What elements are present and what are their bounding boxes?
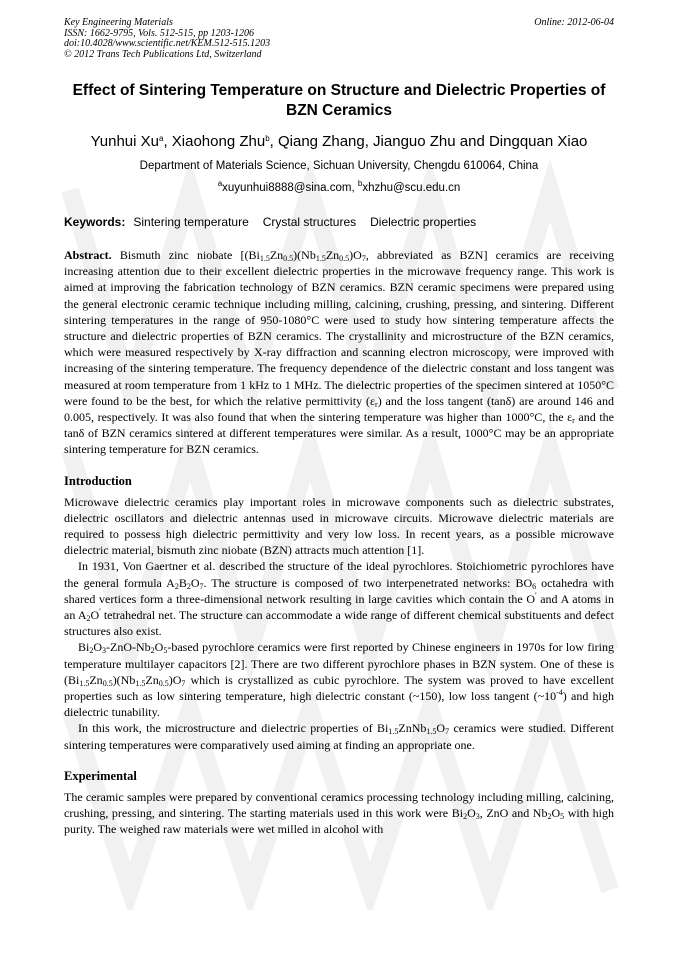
other-authors: , Qiang Zhang, Jianguo Zhu and Dingquan Xiao (269, 133, 588, 150)
issn-line: ISSN: 1662-9795, Vols. 512-515, pp 1203-1206 (64, 27, 254, 39)
email-b[interactable]: xhzhu@scu.edu.cn (362, 182, 461, 194)
author-list (64, 132, 614, 152)
author-emails (64, 181, 614, 196)
paragraph-text: The ceramic samples were prepared by conventional ceramics processing technology including milling, calcining, crushing, pressing, and sintering. The starting materials used in this work were Bi (64, 789, 614, 821)
paragraph-text: and A atoms in an A (64, 591, 614, 623)
subscript: 7 (181, 678, 186, 688)
paragraph-text: ) and high dielectric tunability. (64, 689, 615, 720)
subscript: 2 (150, 646, 155, 656)
subscript: r (572, 416, 575, 426)
paragraph-text: O (190, 575, 200, 590)
keyword-item: Sintering temperature (133, 215, 249, 229)
abstract-text: , abbreviated as BZN] ceramics are receiving increasing attention due to their excellent dielectric properties in the microwave frequency range. This work is aimed at improving the fabrication technology of BZN ceramics. BZN ceramic specimens were prepared using the general electronic ceramic technique including milling, calcining, crushing, pressing, and sintering. Different sintering temperatures in the range of 950-1080°C were used to study how sintering temperature affects the structure and dielectric properties of BZN ceramics. The crystallinity and microstructure of the BZN ceramics, which were measured respectively by X-ray diffraction and scanning electron microscopy, were improved with increasing of the sintering temperature. The frequency dependence of the dielectric constant and loss tangent was measured at room temperature from 1 kHz to 1 MHz. The dielectric properties of the specimen sintered at 1050°C were found to be the best, for which the relative permittivity (ε (64, 248, 614, 408)
subscript: 1.5 (426, 727, 437, 737)
superscript: ' (535, 590, 537, 600)
author-2: , Xiaohong Zhu (163, 133, 266, 150)
paragraph-text: O (551, 806, 561, 821)
subscript: r (375, 399, 378, 409)
paragraph-text: Zn (145, 672, 159, 687)
paper-title: Effect of Sintering Temperature on Structure and Dielectric Properties of BZN Ceramics (72, 82, 606, 119)
paragraph-text: In 1931, Von Gaertner et al. described the structure of the ideal pyrochlores. Stoichiometric pyrochlores have the general formula A (64, 559, 614, 590)
paragraph-text: -based pyrochlore ceramics were first reported by Chinese engineers in 1970s for low firing temperature multilayer capacitors [2]. There are two different pyrochlore phases in BZN system. One of these is (Bi (64, 640, 614, 687)
intro-paragraph-2 (64, 558, 614, 639)
doi-line[interactable]: doi:10.4028/www.scientific.net/KEM.512-515.1203 (64, 38, 271, 49)
abstract-text: Zn (325, 248, 340, 262)
abstract-text: )(Nb (293, 248, 316, 262)
superscript: -4 (556, 688, 563, 698)
subscript: 5 (560, 812, 565, 822)
abstract-text: Bismuth zinc niobate [(Bi (111, 248, 260, 262)
subscript: 7 (445, 727, 450, 737)
experimental-heading: Experimental (64, 768, 137, 783)
subscript: 2 (186, 581, 191, 591)
journal-name: Key Engineering Materials (64, 17, 173, 28)
abstract-paragraph (64, 247, 614, 458)
paragraph-text: ZnNb (398, 721, 427, 736)
paragraph-text: O (93, 640, 103, 655)
subscript: 0.5 (339, 254, 350, 263)
online-date: Online: 2012-06-04 (534, 17, 614, 28)
paragraph-text: with high purity. The weighed raw materials were wet milled in alcohol with (64, 806, 614, 837)
journal-header (64, 18, 614, 60)
author-2-mark: b (265, 134, 270, 143)
subscript: 7 (361, 254, 366, 263)
subscript: 2 (89, 646, 94, 656)
subscript: 1.5 (79, 678, 90, 688)
subscript: 2 (463, 812, 468, 822)
paragraph-text: which is crystallized as cubic pyrochlore. The system was proved to have excellent properties such as low sintering temperature, high dielectric constant (~150), low loss tangent (~10 (64, 672, 614, 704)
keyword-item: Dielectric properties (370, 215, 477, 229)
subscript: 3 (475, 812, 480, 822)
abstract-text: Zn (269, 248, 284, 262)
email-a-mark: a (217, 179, 223, 188)
paragraph-text: B (178, 575, 187, 590)
paragraph-text: ceramics were studied. Different sintering temperatures were comparatively used aiming at finding an appropriate one. (64, 721, 615, 752)
paragraph-text: O (436, 721, 446, 736)
paragraph-text: O (154, 640, 164, 655)
email-b-mark: b (357, 179, 363, 188)
abstract-label: Abstract. (64, 248, 112, 262)
paragraph-text: -ZnO-Nb (106, 640, 151, 655)
author-1: Yunhui Xu (90, 133, 159, 150)
subscript: 1.5 (135, 678, 146, 688)
abstract-text: ) and the loss tangent (tanδ) are around 146 and 0.005, respectively. It was also found that when the sintering temperature was higher than 1000°C, the ε (64, 393, 614, 425)
introduction-heading: Introduction (64, 473, 132, 488)
abstract-text: and the tanδ of BZN ceramics sintered at different temperatures were similar. As a result, 1000°C may be an appropriate sintering temperature for BZN ceramics. (64, 410, 614, 457)
subscript: 1.5 (259, 254, 270, 263)
subscript: 2 (174, 581, 179, 591)
paragraph-text: Zn (89, 672, 103, 687)
paragraph-text: tetrahedral net. The structure can accommodate a wide range of different chemical substituents and defect structures also exist. (64, 608, 614, 639)
keyword-item: Crystal structures (262, 215, 357, 229)
paper-page (64, 18, 614, 838)
subscript: 2 (547, 812, 552, 822)
email-a[interactable]: xuyunhui8888@sina.com, (222, 182, 358, 194)
paragraph-text: Bi (78, 640, 90, 655)
subscript: 6 (532, 581, 537, 591)
keywords-label: Keywords: (64, 215, 126, 229)
subscript: 1.5 (388, 727, 399, 737)
subscript: 3 (102, 646, 107, 656)
keywords-line (64, 214, 614, 230)
paragraph-text: octahedra with shared vertices form a three-dimensional network resulting in large cavities which contain the O (64, 575, 614, 606)
paragraph-text: O (467, 806, 476, 821)
abstract-text: )O (349, 248, 362, 262)
subscript: 2 (86, 614, 91, 624)
subscript: 1.5 (315, 254, 326, 263)
copyright-line: © 2012 Trans Tech Publications Ltd, Switzerland (64, 48, 262, 60)
affiliation: Department of Materials Science, Sichuan University, Chengdu 610064, China (139, 160, 539, 172)
paragraph-text: , ZnO and Nb (479, 806, 548, 821)
superscript: ' (99, 607, 101, 617)
paragraph-text: )O (168, 672, 182, 687)
paragraph-text: . The structure is composed of two interpenetrated networks: BO (203, 575, 533, 590)
subscript: 7 (199, 581, 204, 591)
subscript: 5 (163, 646, 168, 656)
author-1-mark: a (159, 134, 164, 143)
paragraph-text: )(Nb (112, 672, 136, 687)
subscript: 0.5 (102, 678, 113, 688)
experimental-paragraph-1 (64, 789, 614, 838)
subscript: 0.5 (158, 678, 169, 688)
subscript: 0.5 (283, 254, 294, 263)
paragraph-text: O (90, 608, 100, 623)
paragraph-text: In this work, the microstructure and dielectric properties of Bi (78, 721, 389, 736)
intro-paragraph-1: Microwave dielectric ceramics play important roles in microwave components such as dielectric substrates, dielectric oscillators and dielectric antennas used in microwave circuits. Microwave dielectric materials are required to possess high dielectric permittivity and very low loss. In recent years, as a possible microwave dielectric material, bismuth zinc niobate (BZN) attracts much attention [1]. (64, 494, 614, 558)
intro-paragraph-3 (64, 639, 614, 720)
intro-paragraph-4 (64, 720, 614, 752)
